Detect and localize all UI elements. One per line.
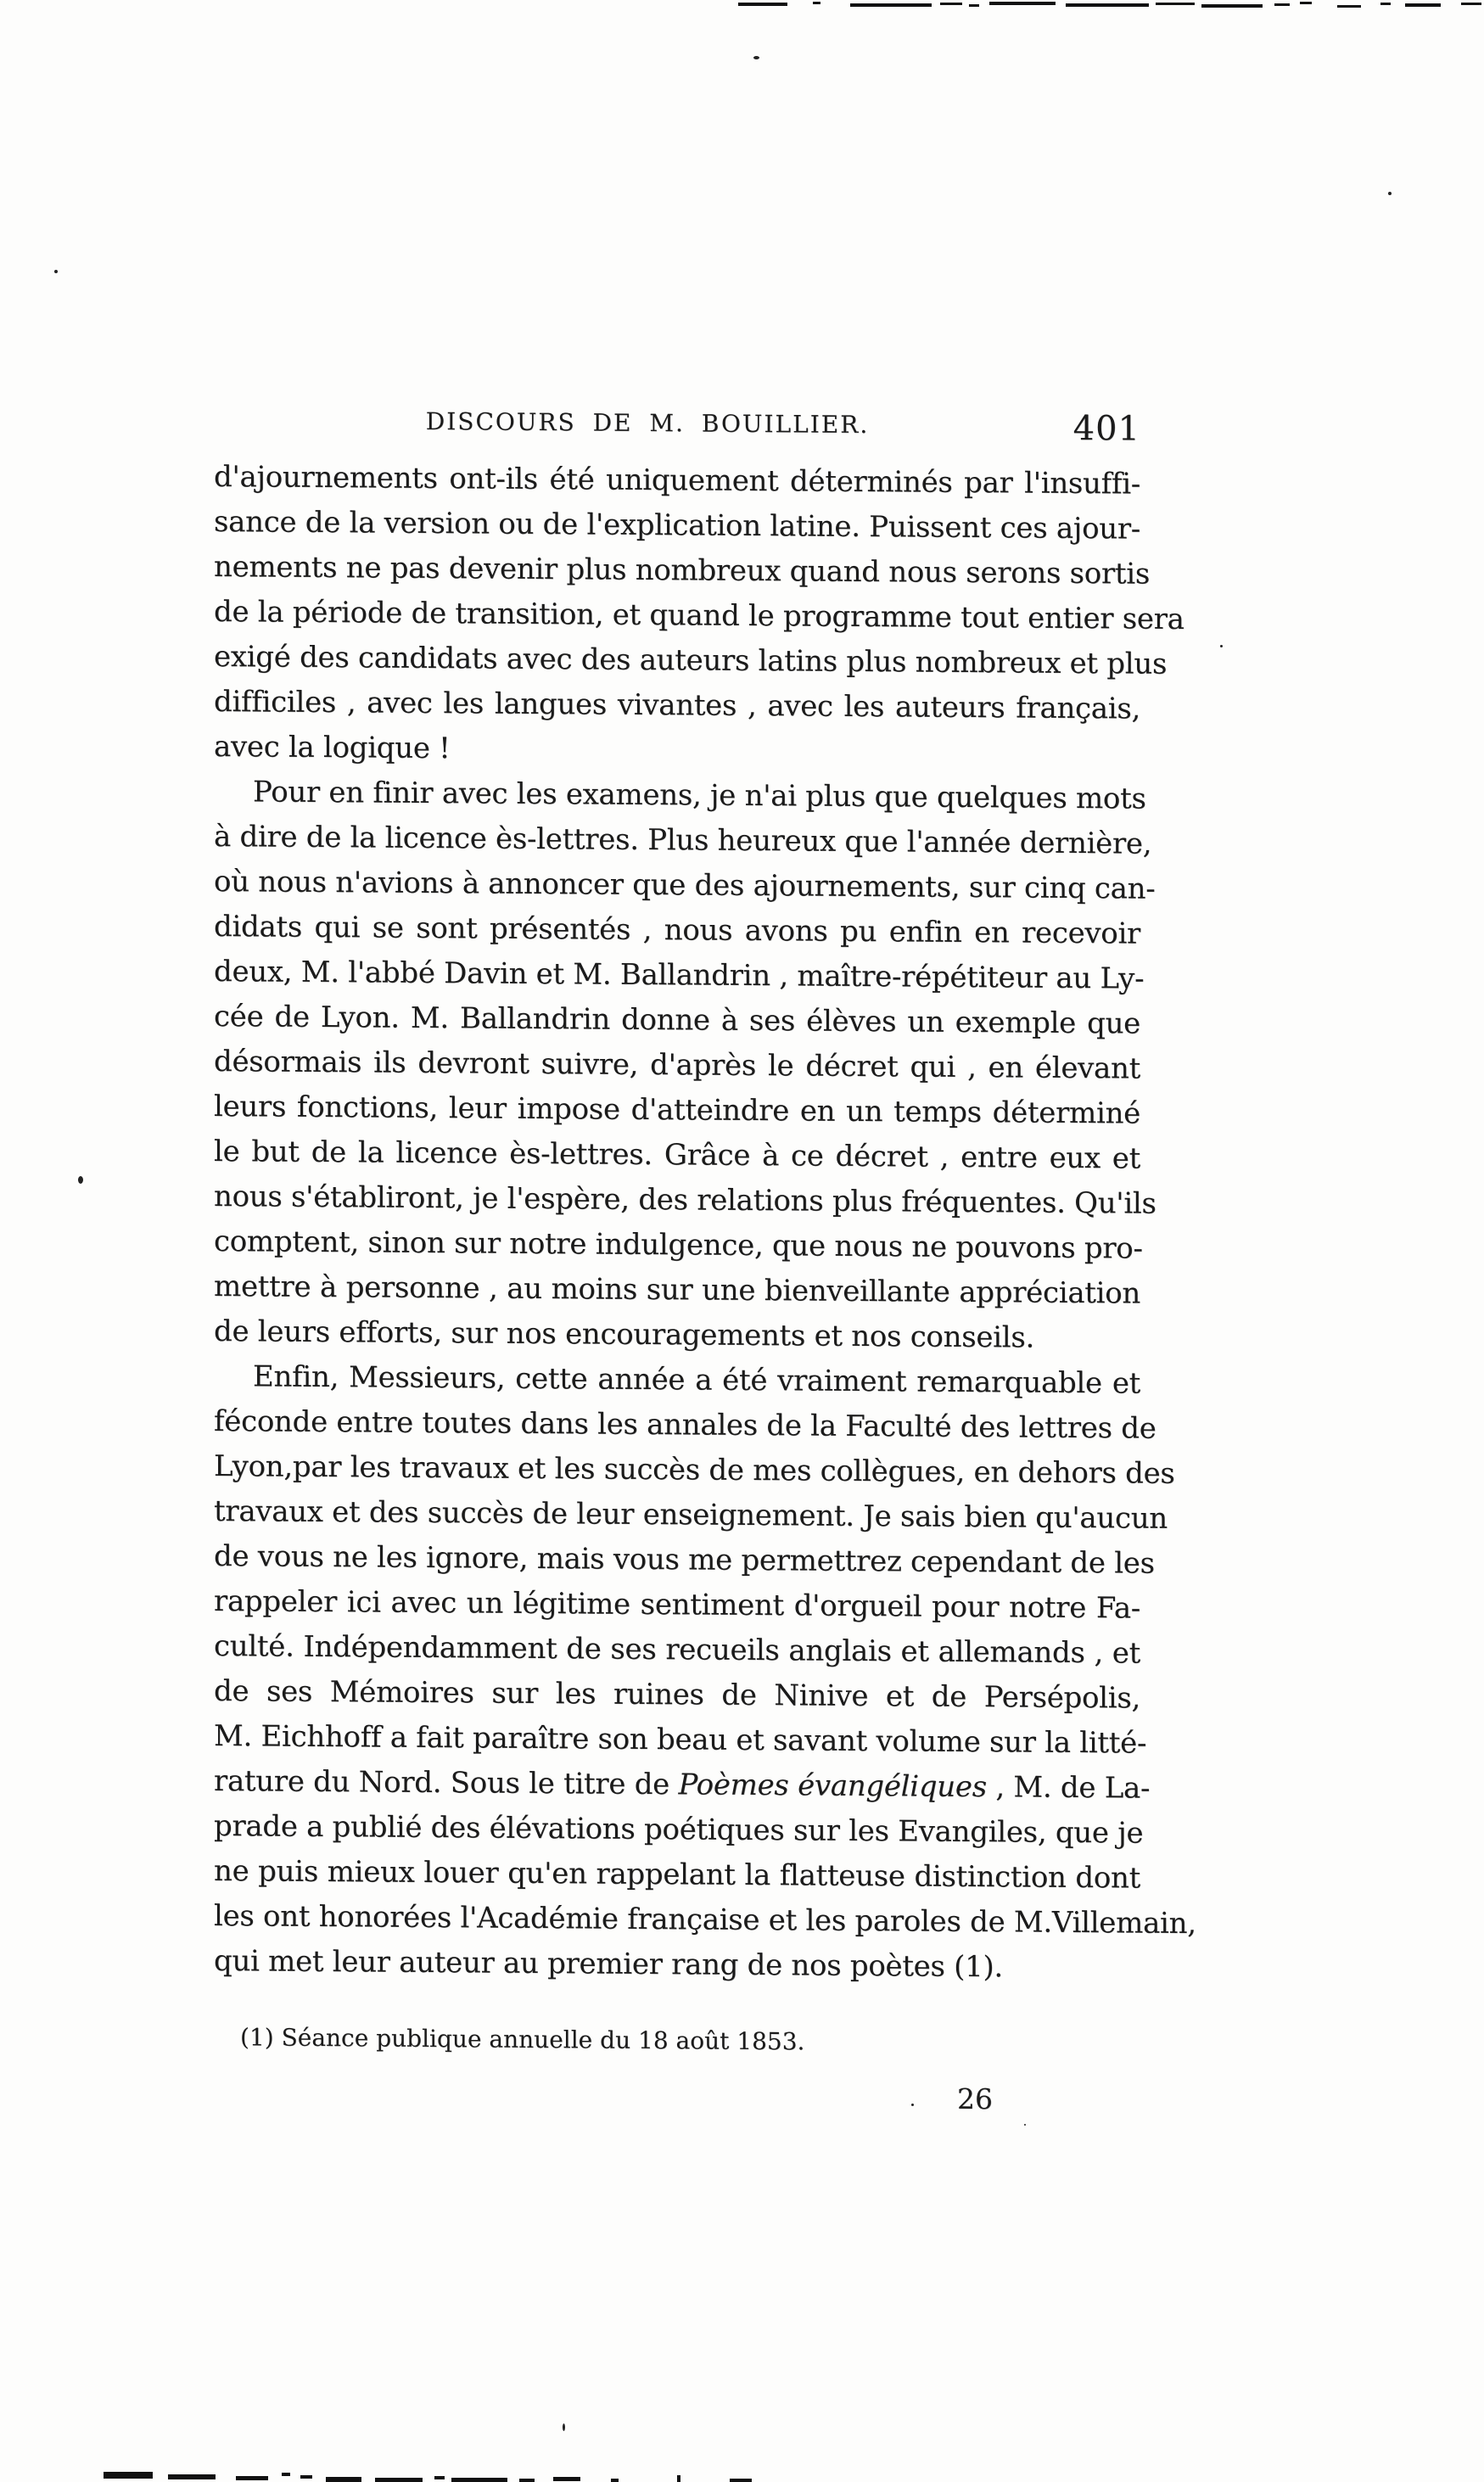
scan-dash — [677, 2475, 680, 2482]
text-line: cée de Lyon. M. Ballandrin donne à ses élèves un exemple que — [214, 1000, 1140, 1041]
scan-dash — [940, 3, 962, 5]
text-line: de la période de transition, et quand le programme tout entier sera — [214, 595, 1184, 636]
signature-number: 26 — [957, 2081, 993, 2116]
scan-dash — [850, 3, 932, 7]
text-segment: rature du Nord. Sous le titre de — [214, 1764, 679, 1802]
text-line: sance de la version ou de l'explication latine. Puissent ces ajour- — [214, 505, 1140, 546]
scan-dash — [1461, 3, 1481, 5]
text-line: désormais ils devront suivre, d'après le décret qui , en élevant — [214, 1045, 1140, 1086]
text-line: mettre à personne , au moins sur une bienveillante appréciation — [214, 1269, 1140, 1311]
text-line: leurs fonctions, leur impose d'atteindre en un temps déterminé — [214, 1090, 1140, 1131]
scan-speck — [563, 2423, 565, 2431]
running-header-title: DISCOURS DE M. BOUILLIER. — [425, 406, 870, 440]
scan-dash — [282, 2473, 290, 2476]
running-head — [214, 406, 1140, 451]
text-line: prade a publié des élévations poétiques sur les Evangiles, que je — [214, 1809, 1144, 1851]
page-content — [214, 406, 1196, 2195]
scan-speck — [1024, 2124, 1026, 2126]
text-line: nements ne pas devenir plus nombreux quand nous serons sortis — [214, 550, 1151, 591]
text-line: à dire de la licence ès-lettres. Plus heureux que l'année dernière, — [214, 820, 1152, 861]
scan-dash — [1274, 3, 1290, 6]
text-line: de vous ne les ignore, mais vous me permettrez cependant de les — [214, 1539, 1155, 1581]
scan-speck — [1388, 192, 1392, 195]
text-line: avec la logique ! — [214, 730, 451, 766]
text-line: Pour en finir avec les examens, je n'ai plus que quelques mots — [253, 775, 1146, 816]
text-line: féconde entre toutes dans les annales de la Faculté des lettres de — [214, 1404, 1156, 1446]
text-line: nous s'établiront, je l'espère, des relations plus fréquentes. Qu'ils — [214, 1179, 1156, 1221]
scan-dash — [813, 2, 820, 4]
scan-speck — [78, 1176, 83, 1184]
scan-dash — [104, 2472, 153, 2479]
scan-dash — [1337, 5, 1361, 8]
scan-dash — [300, 2475, 312, 2479]
text-line: qui met leur auteur au premier rang de nos poètes (1). — [214, 1944, 1003, 1985]
scan-dash — [519, 2479, 535, 2482]
scan-dash — [375, 2478, 423, 2482]
scan-dash — [969, 4, 979, 7]
body-text — [214, 455, 1196, 1992]
scan-dash — [168, 2474, 216, 2479]
scan-dash — [738, 3, 787, 6]
scan-dash — [236, 2476, 268, 2480]
scan-dash — [1201, 4, 1263, 8]
scan-speck — [753, 56, 759, 59]
scan-speck — [911, 2104, 914, 2106]
text-line — [214, 1759, 1151, 1812]
text-line: comptent, sinon sur notre indulgence, que nous ne pouvons pro- — [214, 1224, 1143, 1266]
scan-dash — [434, 2476, 445, 2479]
scan-dash — [1405, 3, 1441, 7]
scan-dash — [451, 2478, 507, 2482]
scan-dash — [989, 2, 1056, 5]
text-segment: , M. de La- — [986, 1770, 1151, 1806]
scan-dash — [1156, 3, 1195, 5]
text-line: les ont honorées l'Académie française et les paroles de M.Villemain, — [214, 1899, 1196, 1941]
text-line: deux, M. l'abbé Davin et M. Ballandrin , maître-répétiteur au Ly- — [214, 955, 1145, 996]
text-line: de leurs efforts, sur nos encouragements et nos conseils. — [214, 1314, 1034, 1355]
footnote: (1) Séance publique annuelle du 18 août 1853. — [240, 2023, 805, 2056]
scan-dash — [1066, 3, 1149, 7]
text-line: Enfin, Messieurs, cette année a été vraiment remarquable et — [253, 1359, 1140, 1401]
text-line: rappeler ici avec un légitime sentiment d'orgueil pour notre Fa- — [214, 1584, 1140, 1626]
text-line: travaux et des succès de leur enseignement. Je sais bien qu'aucun — [214, 1494, 1168, 1536]
text-line: de ses Mémoires sur les ruines de Ninive et de Persépolis, — [214, 1674, 1140, 1716]
text-line: M. Eichhoff a fait paraître son beau et savant volume sur la litté- — [214, 1719, 1147, 1761]
scan-dash — [1380, 3, 1391, 5]
text-line: exigé des candidats avec des auteurs latins plus nombreux et plus — [214, 640, 1168, 681]
scan-speck — [54, 270, 58, 273]
page-number-top: 401 — [1072, 408, 1140, 449]
text-line: le but de la licence ès-lettres. Grâce à ce décret , entre eux et — [214, 1135, 1140, 1176]
scan-dash — [326, 2477, 361, 2482]
text-line: ne puis mieux louer qu'en rappelant la flatteuse distinction dont — [214, 1854, 1140, 1896]
text-line: où nous n'avions à annoncer que des ajournements, sur cinq can- — [214, 865, 1156, 906]
scan-dash — [730, 2479, 752, 2482]
scan-dash — [611, 2479, 619, 2482]
text-line: culté. Indépendamment de ses recueils anglais et allemands , et — [214, 1629, 1140, 1671]
italic-text-segment: Poèmes évangéliques — [678, 1768, 987, 1805]
scan-dash — [553, 2477, 580, 2481]
text-line: Lyon,par les travaux et les succès de mes collègues, en dehors des — [214, 1449, 1175, 1491]
scan-dash — [1300, 2, 1312, 4]
text-line: d'ajournements ont-ils été uniquement déterminés par l'insuffi- — [214, 460, 1140, 501]
text-line: didats qui se sont présentés , nous avons pu enfin en recevoir — [214, 910, 1140, 951]
scan-speck — [1220, 645, 1223, 647]
text-line: difficiles , avec les langues vivantes , avec les auteurs français, — [214, 685, 1140, 726]
